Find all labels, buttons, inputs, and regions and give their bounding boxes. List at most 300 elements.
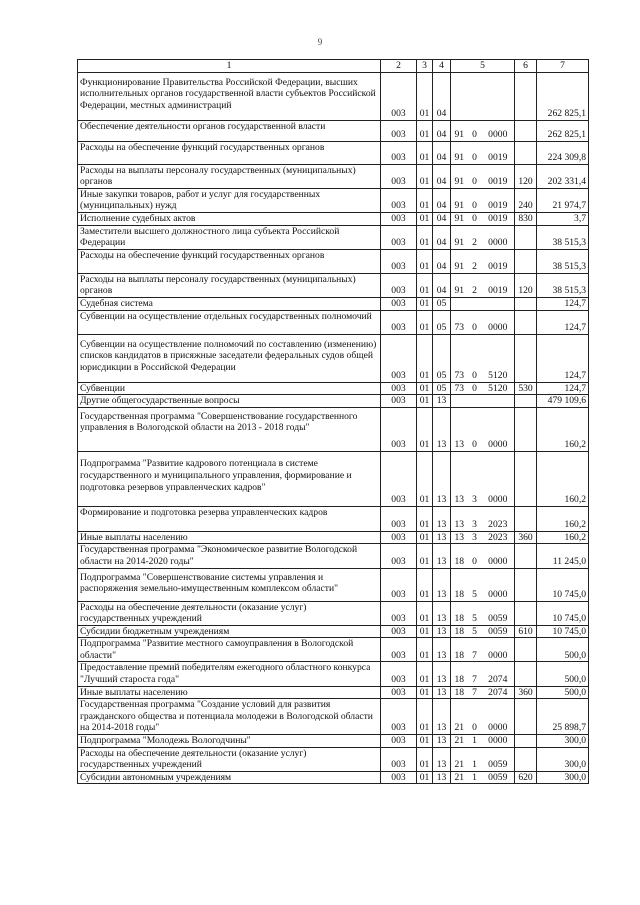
cell-p3: 5120: [482, 382, 515, 395]
cell-sum: 160,2: [537, 407, 589, 451]
header-col-2: 2: [381, 60, 417, 73]
table-row: [78, 188, 589, 212]
cell-vr: 120: [515, 273, 537, 297]
row-name-text: Расходы на обеспечение деятельности (оказание услуг) государственных учреждений: [80, 601, 307, 625]
row-name-text: Субвенции на осуществление полномочий по составлению (изменению) списков кандидатов в присяжные заседатели федеральных судов общей юрисдикции в Российской Федерации: [80, 338, 377, 373]
cell-p3: 0019: [482, 141, 515, 164]
cell-pr: 05: [433, 382, 451, 395]
row-name-text: Расходы на обеспечение деятельности (оказание услуг) государственных учреждений: [80, 747, 307, 771]
row-name: [78, 297, 381, 310]
cell-sum: 38 515,3: [537, 225, 589, 249]
table-row: [78, 747, 589, 771]
cell-p3: [482, 297, 515, 310]
cell-pr: 13: [433, 544, 451, 568]
cell-p2: 2: [468, 225, 482, 249]
cell-ved: 003: [381, 662, 417, 686]
cell-rz: 01: [417, 382, 433, 395]
cell-p3: 2023: [482, 506, 515, 531]
cell-sum: 300,0: [537, 771, 589, 784]
row-name-text: Подпрограмма "Молодежь Вологодчины": [80, 735, 251, 747]
cell-sum: 300,0: [537, 735, 589, 748]
cell-p1: [451, 72, 468, 120]
cell-rz: 01: [417, 120, 433, 141]
cell-vr: 530: [515, 382, 537, 395]
table-row: [78, 544, 589, 568]
cell-vr: [515, 747, 537, 771]
cell-pr: 04: [433, 273, 451, 297]
cell-ved: 003: [381, 334, 417, 382]
cell-p1: 18: [451, 686, 468, 699]
cell-sum: 124,7: [537, 382, 589, 395]
cell-ved: 003: [381, 638, 417, 662]
cell-ved: 003: [381, 382, 417, 395]
cell-ved: 003: [381, 164, 417, 188]
cell-p2: 2: [468, 273, 482, 297]
cell-pr: 04: [433, 212, 451, 225]
table-row: [78, 638, 589, 662]
cell-p2: 7: [468, 638, 482, 662]
cell-pr: 13: [433, 451, 451, 506]
row-name: [78, 686, 381, 699]
cell-p2: 0: [468, 382, 482, 395]
cell-sum: 262 825,1: [537, 120, 589, 141]
cell-pr: 13: [433, 395, 451, 408]
cell-p3: 0000: [482, 451, 515, 506]
cell-p3: 0000: [482, 568, 515, 601]
cell-p3: 0019: [482, 249, 515, 273]
cell-vr: [515, 297, 537, 310]
cell-ved: 003: [381, 531, 417, 544]
row-name: [78, 310, 381, 334]
cell-pr: 13: [433, 747, 451, 771]
cell-p3: 0000: [482, 638, 515, 662]
cell-p1: 91: [451, 273, 468, 297]
cell-ved: 003: [381, 310, 417, 334]
cell-rz: 01: [417, 771, 433, 784]
cell-p2: 0: [468, 212, 482, 225]
cell-pr: 13: [433, 686, 451, 699]
row-name: [78, 699, 381, 735]
cell-ved: 003: [381, 601, 417, 625]
cell-ved: 003: [381, 72, 417, 120]
table-row: [78, 212, 589, 225]
cell-pr: 13: [433, 699, 451, 735]
row-name: [78, 120, 381, 141]
row-name: [78, 568, 381, 601]
row-name-text: Другие общегосударственные вопросы: [80, 395, 240, 407]
row-name: [78, 625, 381, 638]
cell-pr: 13: [433, 662, 451, 686]
cell-p1: 13: [451, 531, 468, 544]
cell-sum: 25 898,7: [537, 699, 589, 735]
table-row: [78, 334, 589, 382]
cell-p3: 0000: [482, 544, 515, 568]
cell-rz: 01: [417, 273, 433, 297]
cell-p3: 0000: [482, 407, 515, 451]
cell-ved: 003: [381, 141, 417, 164]
row-name-text: Обеспечение деятельности органов государственной власти: [80, 120, 326, 132]
row-name: [78, 188, 381, 212]
row-name: [78, 531, 381, 544]
cell-sum: 224 309,8: [537, 141, 589, 164]
row-name: [78, 662, 381, 686]
cell-rz: 01: [417, 297, 433, 310]
table-row: [78, 382, 589, 395]
row-name: [78, 407, 381, 451]
table-row: [78, 225, 589, 249]
cell-vr: [515, 601, 537, 625]
header-col-6: 6: [515, 60, 537, 73]
cell-ved: 003: [381, 407, 417, 451]
cell-pr: 04: [433, 164, 451, 188]
row-name: [78, 771, 381, 784]
cell-p1: 18: [451, 601, 468, 625]
cell-rz: 01: [417, 334, 433, 382]
table-row: [78, 297, 589, 310]
row-name-text: Формирование и подготовка резерва управленческих кадров: [80, 506, 328, 518]
cell-rz: 01: [417, 699, 433, 735]
cell-p3: 2023: [482, 531, 515, 544]
cell-pr: 05: [433, 334, 451, 382]
cell-sum: 21 974,7: [537, 188, 589, 212]
table-row: [78, 625, 589, 638]
cell-p1: 73: [451, 382, 468, 395]
row-name: [78, 747, 381, 771]
cell-p2: 3: [468, 506, 482, 531]
cell-p1: [451, 395, 468, 408]
cell-rz: 01: [417, 662, 433, 686]
cell-p2: 7: [468, 662, 482, 686]
cell-vr: [515, 120, 537, 141]
cell-pr: 04: [433, 72, 451, 120]
table-row: [78, 451, 589, 506]
table-row: [78, 164, 589, 188]
cell-p1: 18: [451, 625, 468, 638]
cell-rz: 01: [417, 451, 433, 506]
cell-p2: 0: [468, 120, 482, 141]
cell-ved: 003: [381, 249, 417, 273]
table-row: [78, 273, 589, 297]
cell-rz: 01: [417, 506, 433, 531]
table-row: [78, 568, 589, 601]
cell-ved: 003: [381, 544, 417, 568]
cell-sum: 38 515,3: [537, 273, 589, 297]
header-col-3: 3: [417, 60, 433, 73]
row-name-text: Подпрограмма "Развитие кадрового потенциала в системе государственного и муниципального управления, формирование и подготовка резервов управленческих кадров": [80, 458, 352, 493]
cell-p2: 1: [468, 747, 482, 771]
cell-sum: 124,7: [537, 334, 589, 382]
cell-p2: 5: [468, 601, 482, 625]
cell-sum: 300,0: [537, 747, 589, 771]
cell-rz: 01: [417, 407, 433, 451]
cell-p1: 21: [451, 747, 468, 771]
cell-p3: 0000: [482, 225, 515, 249]
cell-p1: 18: [451, 662, 468, 686]
table-row: [78, 72, 589, 120]
cell-sum: 500,0: [537, 638, 589, 662]
cell-vr: [515, 662, 537, 686]
cell-rz: 01: [417, 225, 433, 249]
cell-vr: [515, 568, 537, 601]
row-name-text: Иные выплаты населению: [80, 686, 188, 698]
cell-ved: 003: [381, 451, 417, 506]
cell-pr: 13: [433, 506, 451, 531]
cell-pr: 13: [433, 771, 451, 784]
row-name-text: Подпрограмма "Развитие местного самоуправления в Вологодской области": [80, 638, 354, 661]
row-name: [78, 164, 381, 188]
cell-p2: 1: [468, 771, 482, 784]
cell-p2: [468, 72, 482, 120]
cell-rz: 01: [417, 188, 433, 212]
row-name-text: Государственная программа "Совершенствование государственного управления в Вологодской области на 2013 - 2018 годы": [80, 410, 358, 434]
budget-table-body: [78, 60, 589, 784]
cell-p2: 0: [468, 699, 482, 735]
cell-p3: 0059: [482, 747, 515, 771]
cell-p1: 91: [451, 249, 468, 273]
cell-rz: 01: [417, 249, 433, 273]
cell-p3: 5120: [482, 334, 515, 382]
table-row: [78, 249, 589, 273]
row-name-text: Расходы на обеспечение функций государственных органов: [80, 141, 325, 153]
cell-p2: 0: [468, 334, 482, 382]
row-name: [78, 273, 381, 297]
header-col-1: 1: [78, 60, 381, 73]
cell-pr: 13: [433, 625, 451, 638]
cell-sum: 160,2: [537, 506, 589, 531]
cell-p2: 1: [468, 735, 482, 748]
row-name-text: Государственная программа "Создание условий для развития гражданского общества и потенциала молодежи в Вологодской области на 2014-2018 годы": [80, 699, 373, 734]
header-row: [78, 60, 589, 73]
row-name: [78, 334, 381, 382]
cell-p2: 3: [468, 451, 482, 506]
cell-p3: 0000: [482, 310, 515, 334]
cell-p1: 18: [451, 638, 468, 662]
row-name-text: Расходы на обеспечение функций государственных органов: [80, 249, 325, 261]
cell-sum: 124,7: [537, 310, 589, 334]
cell-rz: 01: [417, 164, 433, 188]
cell-p1: 13: [451, 506, 468, 531]
cell-p2: 3: [468, 531, 482, 544]
row-name: [78, 225, 381, 249]
cell-sum: 11 245,0: [537, 544, 589, 568]
cell-p3: 2074: [482, 686, 515, 699]
cell-p1: 91: [451, 164, 468, 188]
cell-ved: 003: [381, 212, 417, 225]
cell-ved: 003: [381, 120, 417, 141]
cell-p2: 0: [468, 188, 482, 212]
cell-rz: 01: [417, 310, 433, 334]
table-row: [78, 506, 589, 531]
cell-p3: 0000: [482, 699, 515, 735]
header-col-5: 5: [451, 60, 515, 73]
cell-ved: 003: [381, 686, 417, 699]
cell-p1: 13: [451, 451, 468, 506]
cell-sum: 10 745,0: [537, 601, 589, 625]
table-row: [78, 531, 589, 544]
table-row: [78, 686, 589, 699]
cell-pr: 04: [433, 120, 451, 141]
cell-p1: 73: [451, 334, 468, 382]
cell-p3: 0019: [482, 212, 515, 225]
cell-rz: 01: [417, 212, 433, 225]
cell-sum: 500,0: [537, 686, 589, 699]
cell-pr: 13: [433, 735, 451, 748]
cell-sum: 479 109,6: [537, 395, 589, 408]
cell-p2: 7: [468, 686, 482, 699]
cell-vr: [515, 544, 537, 568]
table-row: [78, 662, 589, 686]
cell-rz: 01: [417, 395, 433, 408]
row-name-text: Субсидии автономным учреждениям: [80, 771, 232, 783]
cell-ved: 003: [381, 273, 417, 297]
cell-pr: 04: [433, 141, 451, 164]
cell-rz: 01: [417, 531, 433, 544]
cell-vr: 240: [515, 188, 537, 212]
page-number: 9: [317, 37, 323, 47]
cell-rz: 01: [417, 141, 433, 164]
cell-vr: [515, 407, 537, 451]
cell-rz: 01: [417, 638, 433, 662]
cell-p2: 0: [468, 407, 482, 451]
cell-ved: 003: [381, 771, 417, 784]
cell-vr: [515, 249, 537, 273]
header-col-4: 4: [433, 60, 451, 73]
cell-p2: 5: [468, 625, 482, 638]
cell-pr: 05: [433, 310, 451, 334]
table-row: [78, 601, 589, 625]
cell-rz: 01: [417, 544, 433, 568]
cell-p2: [468, 395, 482, 408]
cell-p2: 0: [468, 141, 482, 164]
cell-vr: [515, 451, 537, 506]
cell-vr: [515, 72, 537, 120]
row-name-text: Исполнение судебных актов: [80, 212, 196, 224]
cell-vr: 360: [515, 531, 537, 544]
cell-ved: 003: [381, 395, 417, 408]
cell-rz: 01: [417, 735, 433, 748]
cell-p1: 91: [451, 120, 468, 141]
cell-ved: 003: [381, 747, 417, 771]
cell-vr: 120: [515, 164, 537, 188]
cell-p2: 0: [468, 164, 482, 188]
cell-vr: 360: [515, 686, 537, 699]
table-row: [78, 141, 589, 164]
cell-vr: [515, 395, 537, 408]
cell-p1: 91: [451, 141, 468, 164]
cell-p2: [468, 297, 482, 310]
cell-p1: 21: [451, 699, 468, 735]
cell-pr: 13: [433, 568, 451, 601]
cell-p1: 91: [451, 212, 468, 225]
row-name-text: Судебная система: [80, 297, 153, 309]
cell-vr: 620: [515, 771, 537, 784]
table-row: [78, 771, 589, 784]
cell-vr: [515, 638, 537, 662]
cell-p3: 0019: [482, 188, 515, 212]
table-row: [78, 407, 589, 451]
cell-pr: 13: [433, 531, 451, 544]
cell-p2: 5: [468, 568, 482, 601]
cell-pr: 13: [433, 638, 451, 662]
row-name: [78, 249, 381, 273]
row-name-text: Субвенции: [80, 382, 125, 394]
row-name: [78, 601, 381, 625]
row-name: [78, 395, 381, 408]
row-name: [78, 638, 381, 662]
cell-ved: 003: [381, 506, 417, 531]
cell-rz: 01: [417, 747, 433, 771]
cell-sum: 160,2: [537, 451, 589, 506]
cell-rz: 01: [417, 568, 433, 601]
cell-p1: 21: [451, 735, 468, 748]
table-row: [78, 310, 589, 334]
cell-p3: 0059: [482, 771, 515, 784]
row-name-text: Подпрограмма "Совершенствование системы управления и распоряжения земельно-имущественным комплексом области": [80, 571, 338, 595]
cell-p2: 0: [468, 310, 482, 334]
cell-sum: 10 745,0: [537, 568, 589, 601]
row-name-text: Функционирование Правительства Российской Федерации, высших исполнительных органов государственной власти субъектов Российской Федерации, местных администраций: [80, 76, 376, 112]
cell-ved: 003: [381, 188, 417, 212]
row-name-text: Предоставление премий победителям ежегодного областного конкурса "Лучший староста года": [80, 662, 371, 686]
cell-vr: 610: [515, 625, 537, 638]
row-name: [78, 72, 381, 120]
cell-vr: [515, 735, 537, 748]
table-row: [78, 699, 589, 735]
cell-ved: 003: [381, 225, 417, 249]
cell-sum: 38 515,3: [537, 249, 589, 273]
cell-sum: 202 331,4: [537, 164, 589, 188]
cell-p1: 91: [451, 225, 468, 249]
cell-p3: 0059: [482, 601, 515, 625]
cell-ved: 003: [381, 625, 417, 638]
cell-ved: 003: [381, 735, 417, 748]
cell-ved: 003: [381, 699, 417, 735]
cell-sum: 10 745,0: [537, 625, 589, 638]
cell-p3: 2074: [482, 662, 515, 686]
cell-pr: 04: [433, 249, 451, 273]
row-name-text: Иные выплаты населению: [80, 531, 188, 543]
row-name: [78, 735, 381, 748]
cell-pr: 04: [433, 188, 451, 212]
cell-sum: 124,7: [537, 297, 589, 310]
cell-p1: 21: [451, 771, 468, 784]
row-name-text: Иные закупки товаров, работ и услуг для государственных (муниципальных) нужд: [80, 188, 321, 212]
row-name-text: Расходы на выплаты персоналу государственных (муниципальных) органов: [80, 164, 356, 188]
cell-vr: [515, 310, 537, 334]
budget-table: [77, 59, 589, 784]
cell-sum: 160,2: [537, 531, 589, 544]
cell-pr: 04: [433, 225, 451, 249]
table-row: [78, 120, 589, 141]
cell-vr: [515, 506, 537, 531]
cell-p3: 0019: [482, 273, 515, 297]
row-name: [78, 451, 381, 506]
cell-p2: 2: [468, 249, 482, 273]
cell-p1: 73: [451, 310, 468, 334]
cell-rz: 01: [417, 601, 433, 625]
row-name-text: Заместители высшего должностного лица субъекта Российской Федерации: [80, 225, 340, 249]
cell-ved: 003: [381, 297, 417, 310]
cell-vr: [515, 334, 537, 382]
row-name-text: Государственная программа "Экономическое развитие Вологодской области на 2014-2020 годы": [80, 544, 358, 567]
cell-rz: 01: [417, 686, 433, 699]
cell-p3: [482, 72, 515, 120]
row-name: [78, 212, 381, 225]
cell-pr: 13: [433, 601, 451, 625]
cell-sum: 500,0: [537, 662, 589, 686]
row-name-text: Расходы на выплаты персоналу государственных (муниципальных) органов: [80, 273, 356, 297]
cell-p1: 91: [451, 188, 468, 212]
